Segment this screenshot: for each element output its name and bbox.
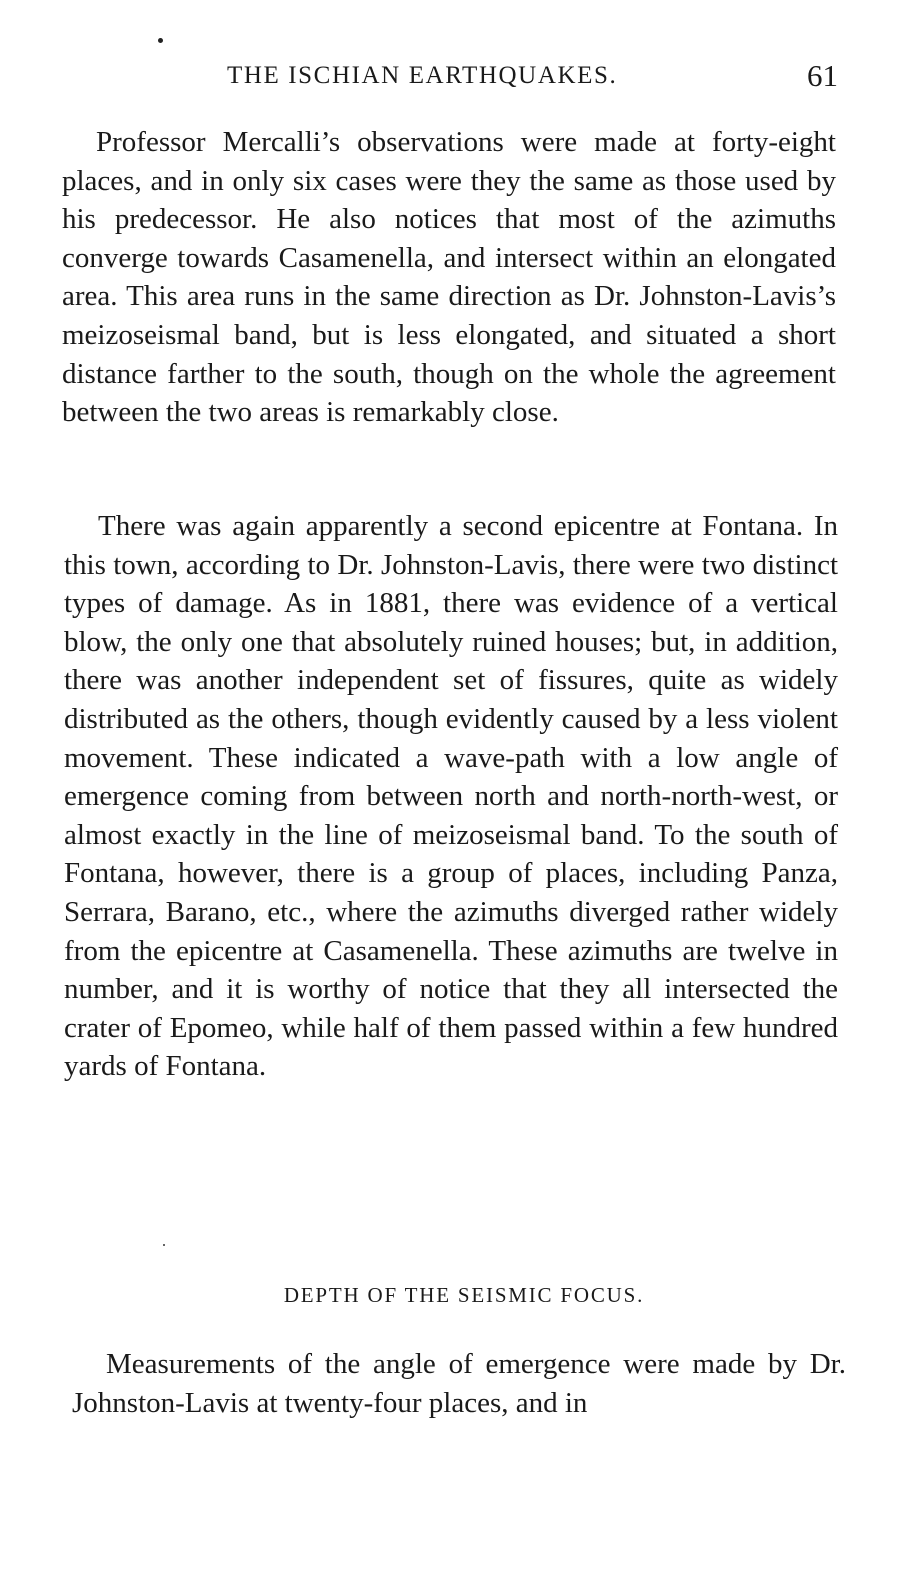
page-number: 61 bbox=[807, 58, 838, 93]
paragraph-angle-of-emergence: Measurements of the angle of emergence were made by Dr. Johnston-Lavis at twenty-four places, and in bbox=[72, 1348, 846, 1419]
section-heading: DEPTH OF THE SEISMIC FOCUS. bbox=[283, 1283, 645, 1307]
running-head: THE ISCHIAN EARTHQUAKES. bbox=[227, 62, 618, 89]
paragraph-second-epicentre bbox=[64, 507, 838, 1086]
ink-speck bbox=[158, 38, 163, 43]
paragraph-text: There was again apparently a second epicentre at Fontana. In this town, according to Dr. Johnston-Lavis, there were two distinct types of damage. As in 1881, there was evidence of a vertical blow, the only one that absolutely ruined houses; but, in addition, there was another independent set of fissures, quite as widely distributed as the others, though evidently caused by a less violent movement. These indicated a wave-path with a low angle of emergence coming from between north and north-north-west, or almost exactly in the line of meizoseismal band. To the south of Fontana, however, there is a group of places, including Panza, Serrara, Barano, etc., where the azimuths diverged rather widely from the epicentre at Casamenella. These azimuths are twelve in number, and it is worthy of notice that they all intersected the crater of Epomeo, while half of them passed within a few hundred yards of Fontana. bbox=[64, 510, 838, 1083]
paragraph-mercalli-observations bbox=[62, 123, 836, 432]
ink-speck-small bbox=[163, 1244, 165, 1246]
paragraph-text: Professor Mercalli’s observations were made at forty-eight places, and in only six cases were they the same as those used by his predecessor. He also notices that most of the azimuths converge towards Casamenella, and intersect within an elongated area. This area runs in the same direction as Dr. Johnston-Lavis’s meizoseismal band, but is less elongated, and situated a short distance farther to the south, though on the whole the agreement between the two areas is remarkably close. bbox=[62, 126, 836, 429]
